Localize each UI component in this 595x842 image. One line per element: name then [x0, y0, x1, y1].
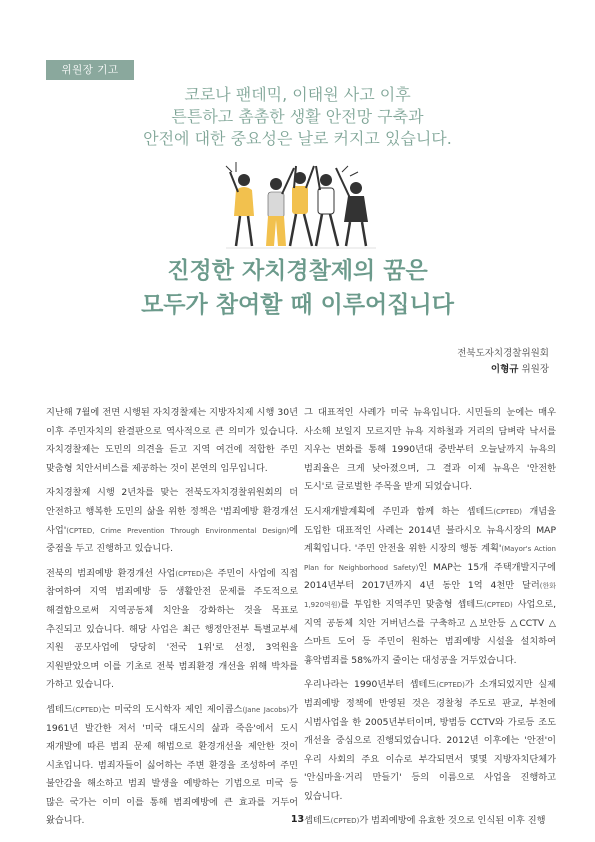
paragraph-text: 은 주민이 사업에 직접 참여하여 지역 범죄예방 등 생활안전 문제를 주도적으로 해결함으로써 지역공동체 치안을 강화하는 것을 목표로 추진되고 있습니다. 해당 사업은 최근 행정안전부 특별교부세 지원 공모사업에 당당히 '전국 1위'로 선정, 3억원을 지원받았으며 이를 기초로 전북 범죄환경 개선을 위해 박차를 가하고 있습니다. — [46, 567, 299, 691]
paragraph: 지난해 7월에 전면 시행된 자치경찰제는 지방자치제 시행 30년 이후 주민자치의 완결판으로 역사적으로 큰 의미가 있습니다. 자치경찰제는 도민의 의견을 듣고 지역 여건에 적합한 주민 맞춤형 치안서비스를 제공하는 것이 본연의 임무입니다. — [46, 407, 298, 474]
paragraph-text: 를 투입한 지역주민 맞춤형 셉테드 — [340, 598, 485, 610]
paragraph-text: 우리나라는 1990년부터 셉테드 — [304, 679, 437, 691]
page-number: 13 — [290, 814, 305, 825]
paragraph-note: (한화 1,920억원) — [304, 582, 556, 609]
paragraph-note: (CPTED) — [72, 705, 102, 714]
paragraph-text: 에 중점을 두고 진행하고 있습니다. — [46, 524, 298, 555]
title-line: 진정한 자치경찰제의 꿈은 — [167, 258, 428, 284]
right-column — [304, 404, 556, 837]
author-name: 이형규 — [490, 364, 519, 375]
subtitle-line: 튼튼하고 촘촘한 생활 안전망 구축과 — [171, 107, 424, 126]
paragraph-text: 개념을 도입한 대표적인 사례는 2014년 블라시오 뉴욕시장의 MAP 계획입니다. '주민 안전을 위한 시장의 행동 계획' — [304, 505, 556, 555]
people-high-five-illustration — [196, 150, 396, 252]
paragraph — [304, 676, 556, 806]
left-column — [46, 404, 298, 837]
author-block — [457, 346, 549, 378]
paragraph-text: 가 소개되었지만 실제 범죄예방 정책에 반영된 것은 경찰청 주도로 판교, 부천에 시범사업을 한 2005년부터이며, 방범등 CCTV와 가로등 조도 개선을 중심으로 진행되었습니다. 2012년 이후에는 '안전'이 우리 사회의 주요 이슈로 부각되면서 몇몇 지방자치단체가 '안심마을·거리 만들기' 등의 이름으로 사업을 진행하고 있습니다. — [304, 679, 556, 802]
paragraph-note: (CPTED) — [175, 569, 205, 578]
author-line — [457, 362, 549, 378]
paragraph-note: (CPTED) — [436, 681, 465, 690]
paragraph-text: 도시재개발계획에 주민과 함께 하는 셉테드 — [304, 505, 494, 517]
paragraph-note: (Jane Jacobs) — [242, 705, 290, 714]
paragraph-text: 셉테드 — [304, 815, 331, 827]
article-title — [0, 254, 595, 322]
paragraph: 그 대표적인 사례가 미국 뉴욕입니다. 시민들의 눈에는 매우 사소해 보일지 모르지만 뉴욕 지하철과 거리의 담벼락 낙서를 지우는 변화를 통해 1990년대 중반부터 오늘날까지 뉴욕의 범죄율은 크게 낮아졌으며, 그 결과 이제 뉴욕은 '안전한 도시'로 글로벌한 주목을 받게 되었습니다. — [304, 407, 556, 493]
paragraph-text: 는 미국의 도시학자 제인 제이콥스 — [101, 703, 243, 715]
subtitle — [0, 84, 595, 150]
paragraph — [46, 484, 298, 558]
paragraph-note: (CPTED) — [330, 817, 360, 826]
paragraph-text: 자치경찰제 시행 2년차를 맞는 전북도자치경찰위원회의 더 안전하고 행복한 도민의 삶을 위한 정책은 '범죄예방 환경개선 사업' — [46, 487, 298, 536]
paragraph — [304, 503, 556, 670]
title-line: 모두가 참여할 때 이루어집니다 — [141, 292, 454, 318]
paragraph-text: 인 MAP는 15개 주택개발지구에 2014년부터 2017년까지 4년 동안 1억 4천만 달러 — [304, 561, 556, 592]
paragraph-text: 셉테드 — [46, 703, 73, 715]
paragraph — [46, 565, 298, 695]
paragraph-text: 가 범죄예방에 유효한 것으로 인식된 이후 진행 — [359, 815, 546, 827]
paragraph-text: 사업으로, 지역 공동체 치안 거버넌스를 구축하고 △보안등 △CCTV △스마트 도어 등 주민이 원하는 범죄예방 시설을 설치하여 흉악범죄를 58%까지 줄이는 대성공을 거두었습니다. — [304, 598, 556, 666]
paragraph-note: (Mayor's Action Plan for Neighborhood Safety) — [304, 545, 556, 572]
section-tag: 위원장 기고 — [46, 60, 134, 80]
paragraph-note: (CPTED, Crime Prevention Through Environmental Design) — [66, 526, 290, 535]
author-organization: 전북도자치경찰위원회 — [457, 348, 549, 359]
paragraph-text: 가 1961년 발간한 저서 '미국 대도시의 삶과 죽음'에서 도시 재개발에 따른 범죄 문제 해법으로 환경개선을 제안한 것이 시초입니다. 범죄자들이 싫어하는 주변 환경을 조성하여 주민 불안감을 해소하고 범죄 발생을 예방하는 기법으로 미국 등 많은 국가는 이미 이를 통해 범죄예방에 큰 효과를 거두어 왔습니다. — [46, 703, 298, 827]
subtitle-line: 안전에 대한 중요성은 날로 커지고 있습니다. — [143, 129, 452, 148]
paragraph-note: (CPTED) — [484, 600, 513, 609]
paragraph-text: 전북의 범죄예방 환경개선 사업 — [46, 567, 176, 579]
paragraph — [46, 701, 298, 831]
paragraph-note: (CPTED) — [493, 507, 522, 516]
author-role: 위원장 — [521, 364, 549, 375]
subtitle-line: 코로나 팬데믹, 이태원 사고 이후 — [184, 85, 411, 104]
